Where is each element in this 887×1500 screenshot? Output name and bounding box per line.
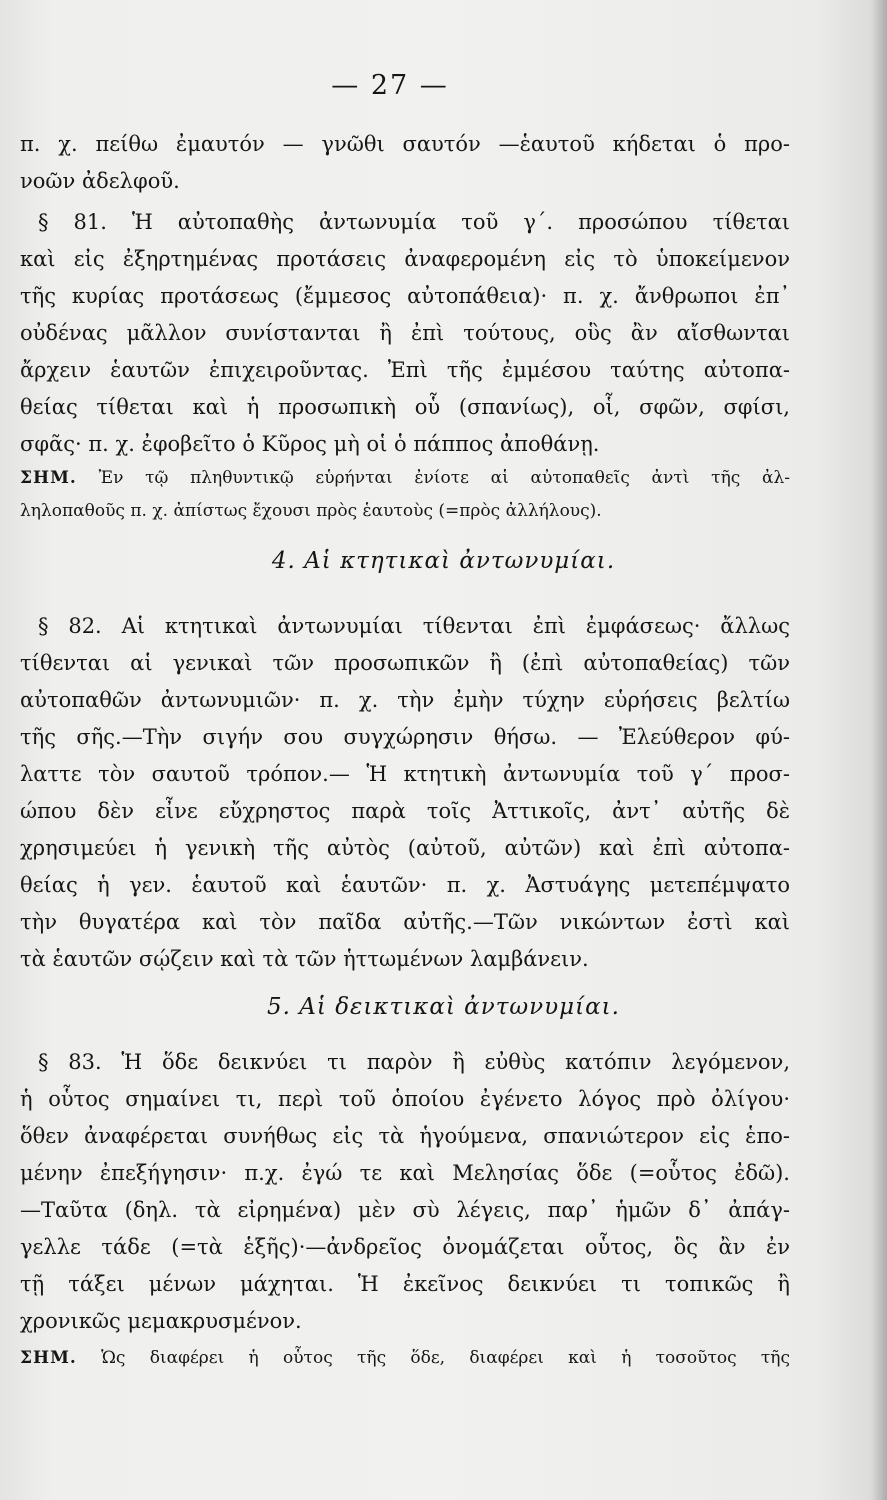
text-line: χρονικῶς μεμακρυσμένον. — [20, 1309, 302, 1333]
text-line: § 81. Ἡ αὐτοπαθὴς ἀντωνυμία τοῦ γ΄. προσώπου τίθεται — [38, 210, 790, 234]
text-line: τὴν θυγατέρα καὶ τὸν παῖδα αὐτῆς.—Τῶν νικώντων ἐστὶ καὶ — [20, 910, 790, 934]
page-number: — 27 — — [331, 70, 449, 101]
note-text: Ἐν τῷ πληθυντικῷ εὑρήνται ἐνίοτε αἱ αὐτοπαθεῖς ἀντὶ τῆς ἀλ- — [98, 468, 790, 488]
text-line: —Ταῦτα (δηλ. τὰ εἰρημένα) μὲν σὺ λέγεις, παρ᾽ ἡμῶν δ᾽ ἀπάγ- — [20, 1198, 790, 1222]
note-line: ληλοπαθοῦς π. χ. ἀπίστως ἔχουσι πρὸς ἑαυτοὺς (=πρὸς ἀλλήλους). — [20, 501, 602, 521]
note-line — [20, 1342, 790, 1375]
text-line: θείας τίθεται καὶ ἡ προσωπικὴ οὗ (σπανίως), οἷ, σφῶν, σφίσι, — [20, 395, 790, 419]
text-line: τίθενται αἱ γενικαὶ τῶν προσωπικῶν ἢ (ἐπὶ αὐτοπαθείας) τῶν — [20, 651, 790, 675]
text-line: τῆς σῆς.—Τὴν σιγήν σου συγχώρησιν θήσω. — Ἐλεύθερον φύ- — [20, 725, 790, 749]
text-line: ώπου δὲν εἶνε εὔχρηστος παρὰ τοῖς Ἀττικοῖς, ἀντ᾽ αὐτῆς δὲ — [20, 799, 790, 823]
text-line: ὅθεν ἀναφέρεται συνήθως εἰς τὰ ἡγούμενα, σπανιώτερον εἰς ἑπο- — [20, 1124, 790, 1148]
note-text: Ὡς διαφέρει ἡ οὗτος τῆς ὅδε, διαφέρει καὶ ἡ τοσοῦτος τῆς — [101, 1348, 791, 1368]
text-line: γελλε τάδε (=τὰ ἑξῆς)·—ἀνδρεῖος ὀνομάζεται οὗτος, ὃς ἂν ἐν — [20, 1235, 790, 1259]
text-line: οὐδένας μᾶλλον συνίστανται ἢ ἐπὶ τούτους, οὓς ἂν αἴσθωνται — [20, 321, 790, 345]
text-line: θείας ἡ γεν. ἑαυτοῦ καὶ ἑαυτῶν· π. χ. Ἀστυάγης μετεπέμψατο — [20, 873, 790, 897]
note-tag: ΣΗΜ. — [20, 468, 77, 488]
text-line: § 82. Αἱ κτητικαὶ ἀντωνυμίαι τίθενται ἐπὶ ἐμφάσεως· ἄλλως — [38, 614, 790, 638]
text-line: καὶ εἰς ἐξηρτημένας προτάσεις ἀναφερομένη εἰς τὸ ὑποκείμενον — [20, 247, 790, 271]
text-line: τῇ τάξει μένων μάχηται. Ἡ ἐκεῖνος δεικνύει τι τοπικῶς ἢ — [20, 1272, 790, 1296]
text-line: τῆς κυρίας προτάσεως (ἔμμεσος αὐτοπάθεια)· π. χ. ἄνθρωποι ἐπ᾽ — [20, 284, 790, 308]
text-line: τὰ ἑαυτῶν σῴζειν καὶ τὰ τῶν ἡττωμένων λαμβάνειν. — [20, 947, 589, 971]
section-heading-5: 5. Αἱ δεικτικαὶ ἀντωνυμίαι. — [267, 994, 620, 1020]
note-line — [20, 462, 790, 495]
paragraph-83 — [20, 1044, 790, 1340]
section-heading-4: 4. Αἱ κτητικαὶ ἀντωνυμίαι. — [271, 548, 616, 574]
text-line: αὐτοπαθῶν ἀντωνυμιῶν· π. χ. τὴν ἐμὴν τύχην εὑρήσεις βελτίω — [20, 688, 790, 712]
page-edge-shadow — [871, 0, 887, 1500]
text-line: νοῶν ἀδελφοῦ. — [20, 169, 180, 193]
note-83 — [20, 1342, 790, 1375]
text-line: π. χ. πείθω ἐμαυτόν — γνῶθι σαυτόν —ἑαυτοῦ κήδεται ὁ προ- — [20, 132, 790, 156]
paragraph-intro — [20, 126, 790, 200]
text-line: ἡ οὗτος σημαίνει τι, περὶ τοῦ ὁποίου ἐγένετο λόγος πρὸ ὀλίγου· — [20, 1087, 790, 1111]
text-line: μένην ἐπεξήγησιν· π.χ. ἐγώ τε καὶ Μελησίας ὅδε (=οὗτος ἐδῶ). — [20, 1161, 790, 1185]
text-line: § 83. Ἡ ὅδε δεικνύει τι παρὸν ἢ εὐθὺς κατόπιν λεγόμενον, — [38, 1050, 790, 1074]
note-81 — [20, 462, 790, 528]
paragraph-82 — [20, 608, 790, 978]
text-line: ἄρχειν ἑαυτῶν ἐπιχειροῦντας. Ἐπὶ τῆς ἐμμέσου ταύτης αὐτοπα- — [20, 358, 790, 382]
paragraph-81 — [20, 204, 790, 463]
text-line: σφᾶς· π. χ. ἐφοβεῖτο ὁ Κῦρος μὴ οἱ ὁ πάππος ἀποθάνῃ. — [20, 432, 600, 456]
text-line: λαττε τὸν σαυτοῦ τρόπον.— Ἡ κτητικὴ ἀντωνυμία τοῦ γ΄ προσ- — [20, 762, 790, 786]
note-tag: ΣΗΜ. — [20, 1348, 77, 1368]
text-line: χρησιμεύει ἡ γενικὴ τῆς αὐτὸς (αὐτοῦ, αὐτῶν) καὶ ἐπὶ αὐτοπα- — [20, 836, 790, 860]
